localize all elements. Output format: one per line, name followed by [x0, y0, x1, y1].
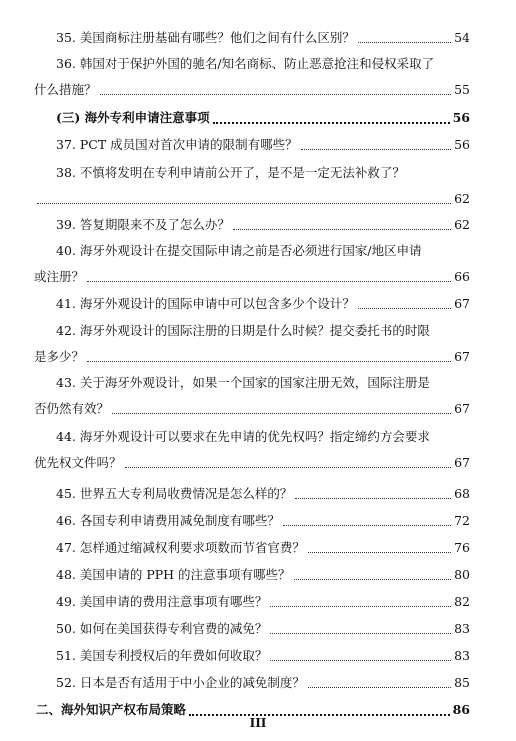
toc-page-number: 67 — [454, 296, 470, 311]
dot-leader — [213, 121, 450, 124]
toc-page-number: 67 — [454, 455, 470, 470]
page-number-footer: III — [249, 716, 267, 730]
toc-entry-title: 44. 海牙外观设计可以要求在先申请的优先权吗？指定缔约方会要求 — [56, 429, 430, 444]
toc-entry-title: 50. 如何在美国获得专利官费的减免？ — [56, 621, 268, 636]
dot-leader — [294, 578, 451, 580]
toc-page-number: 56 — [454, 137, 470, 152]
toc-entry-title: 52. 日本是否有适用于中小企业的减免制度？ — [56, 675, 305, 690]
dot-leader — [100, 93, 451, 95]
dot-leader — [87, 280, 451, 282]
toc-page-number: 83 — [454, 621, 470, 636]
dot-leader — [270, 659, 451, 661]
toc-entry-title: 是多少？ — [34, 349, 85, 364]
toc-entry-title: 35. 美国商标注册基础有哪些？他们之间有什么区别？ — [56, 30, 355, 45]
toc-entry-title: 46. 各国专利申请费用减免制度有哪些？ — [56, 513, 280, 528]
toc-entry-title: 41. 海牙外观设计的国际申请中可以包含多少个设计？ — [56, 296, 355, 311]
toc-entry-title: 或注册？ — [34, 269, 85, 284]
dot-leader — [87, 360, 451, 362]
dot-leader — [358, 41, 451, 43]
toc-page-number: 85 — [454, 675, 470, 690]
toc-entry-title: 什么措施？ — [34, 82, 97, 97]
toc-entry-title: 36. 韩国对于保护外国的驰名/知名商标、防止恶意抢注和侵权采取了 — [56, 56, 435, 71]
toc-entry-title: 51. 美国专利授权后的年费如何收取？ — [56, 648, 268, 663]
toc-page-number: 86 — [452, 702, 470, 717]
toc-entry-title: 优先权文件吗？ — [34, 455, 122, 470]
toc-page-number: 72 — [454, 513, 470, 528]
dot-leader — [308, 551, 451, 553]
toc-entry-title: 47. 怎样通过缩减权利要求项数而节省官费？ — [56, 540, 305, 555]
toc-page-number: 82 — [454, 594, 470, 609]
dot-leader — [125, 466, 451, 468]
dot-leader — [283, 524, 451, 526]
toc-entry-title: 49. 美国申请的费用注意事项有哪些？ — [56, 594, 268, 609]
dot-leader — [308, 686, 451, 688]
toc-page-number: 67 — [454, 401, 470, 416]
toc-entry-title: (三) 海外专利申请注意事项 — [56, 110, 210, 125]
dot-leader — [358, 307, 451, 309]
toc-page-number: 66 — [454, 269, 470, 284]
dot-leader — [233, 228, 451, 230]
dot-leader — [112, 412, 451, 414]
toc-page-number: 76 — [454, 540, 470, 555]
toc-entry-title: 40. 海牙外观设计在提交国际申请之前是否必须进行国家/地区申请 — [56, 243, 422, 258]
toc-page-number: 56 — [452, 110, 470, 125]
toc-page-number: 55 — [454, 82, 470, 97]
toc-entry-title: 二、海外知识产权布局策略 — [36, 702, 187, 717]
toc-entry-title: 39. 答复期限来不及了怎么办？ — [56, 217, 230, 232]
dot-leader — [295, 497, 451, 499]
toc-page-number: 62 — [454, 191, 470, 206]
toc-entry-title: 42. 海牙外观设计的国际注册的日期是什么时候？提交委托书的时限 — [56, 323, 430, 338]
toc-page-number: 62 — [454, 217, 470, 232]
toc-entry-title: 48. 美国申请的 PPH 的注意事项有哪些？ — [56, 567, 291, 582]
toc-entry-title: 43. 关于海牙外观设计，如果一个国家的国家注册无效，国际注册是 — [56, 375, 430, 390]
toc-page-number: 83 — [454, 648, 470, 663]
toc-entry-title: 45. 世界五大专利局收费情况是怎么样的？ — [56, 486, 293, 501]
dot-leader — [270, 605, 451, 607]
dot-leader — [270, 632, 451, 634]
dot-leader — [301, 148, 451, 150]
dot-leader — [37, 202, 451, 204]
toc-page-number: 80 — [454, 567, 470, 582]
toc-entry-title: 37. PCT 成员国对首次申请的限制有哪些？ — [56, 137, 298, 152]
toc-page-number: 67 — [454, 349, 470, 364]
toc-entry-title: 否仍然有效？ — [34, 401, 110, 416]
toc-page-number: 68 — [454, 486, 470, 501]
toc-page-number: 54 — [454, 30, 470, 45]
toc-entry-title: 38. 不慎将发明在专利申请前公开了，是不是一定无法补救了？ — [56, 165, 405, 180]
